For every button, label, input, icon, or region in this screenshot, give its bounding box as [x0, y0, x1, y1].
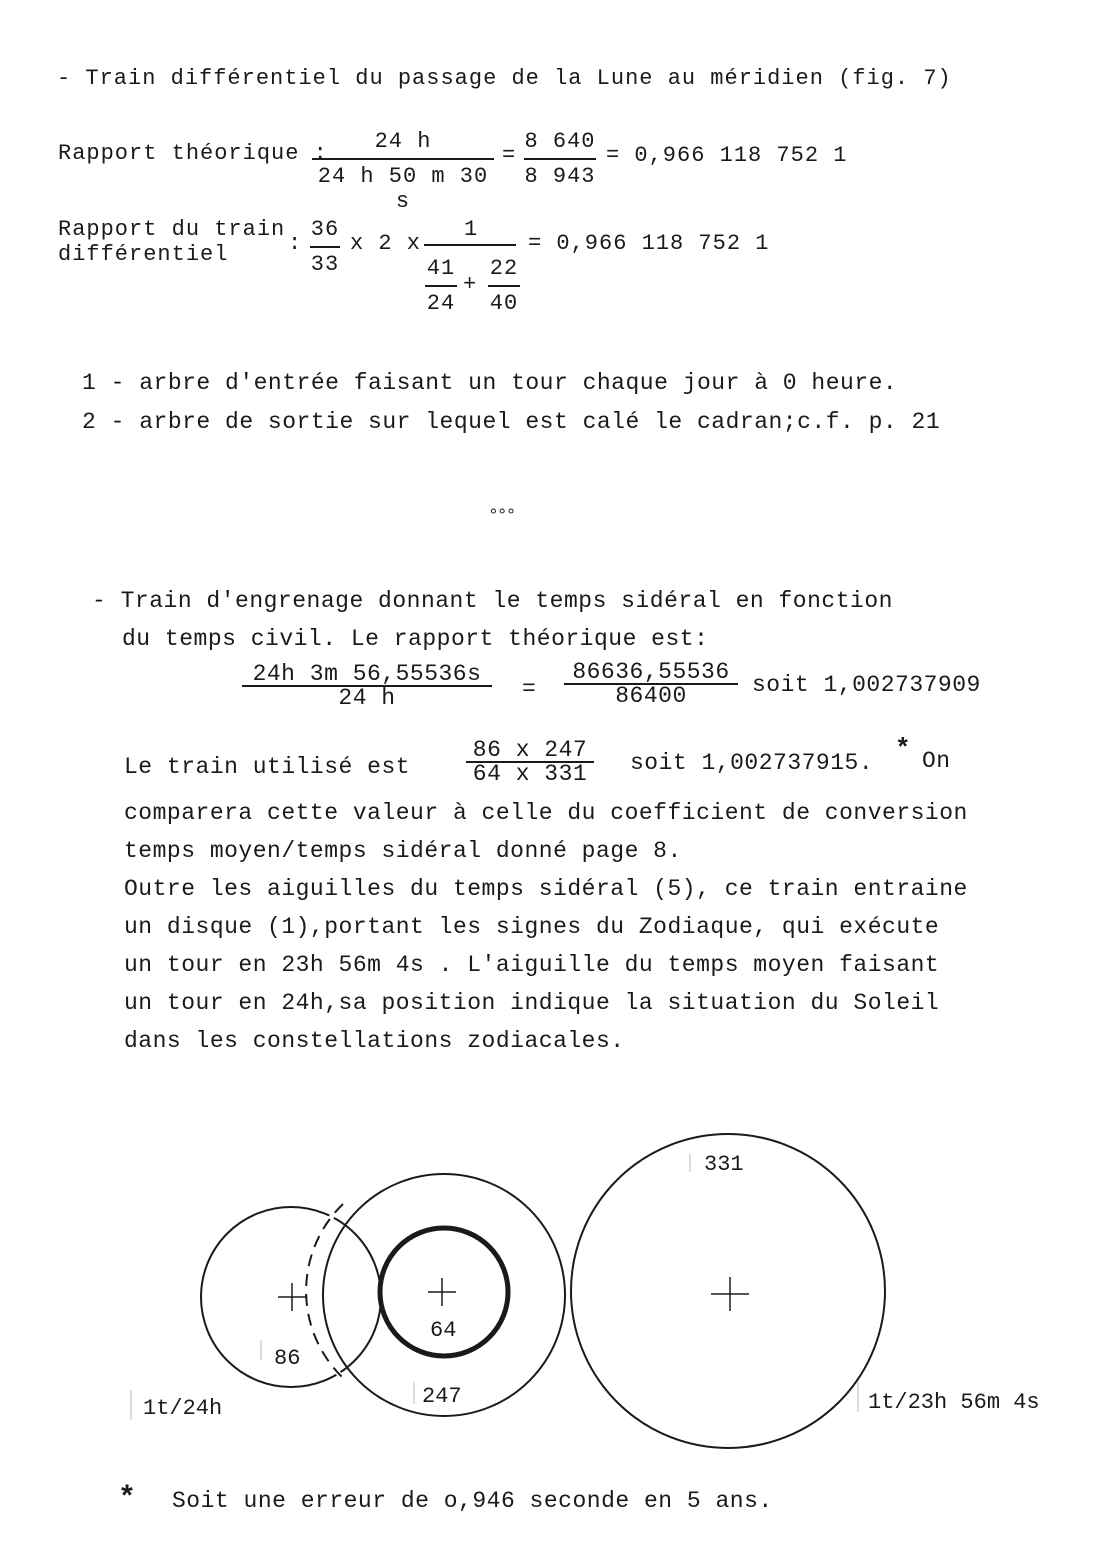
paragraph-line-1: comparera cette valeur à celle du coefficient de conversion [124, 800, 968, 826]
differential-colon: : [288, 231, 303, 256]
theoretical-fraction-2 [524, 129, 596, 189]
paragraph-line-3: Outre les aiguilles du temps sidéral (5), ce train entraine [124, 876, 968, 902]
section2-heading-line1: - Train d'engrenage donnant le temps sidéral en fonction [92, 588, 893, 614]
section1-heading: - Train différentiel du passage de la Lune au méridien (fig. 7) [57, 66, 952, 91]
theoretical-label: Rapport théorique : [58, 141, 328, 166]
train-result: soit 1,002737915. [630, 750, 874, 776]
theoretical-num2: 8 640 [524, 129, 596, 154]
sidereal-fraction-1 [242, 661, 492, 711]
sidereal-den2: 86400 [615, 683, 687, 709]
differential-num1: 36 [310, 217, 340, 242]
right-rotation-label: 1t/23h 56m 4s [868, 1390, 1040, 1415]
asterisk-mark: * [895, 734, 911, 764]
theoretical-equals: = [502, 143, 517, 168]
sidereal-num1: 24h 3m 56,55536s [252, 661, 482, 687]
gear-331-label: 331 [704, 1152, 744, 1177]
differential-result: = 0,966 118 752 1 [528, 231, 770, 256]
paragraph-line-5: un tour en 23h 56m 4s . L'aiguille du temps moyen faisant [124, 952, 940, 978]
fraction-bar [312, 158, 494, 160]
paragraph-line-2: temps moyen/temps sidéral donné page 8. [124, 838, 682, 864]
gear-247-label: 247 [422, 1384, 462, 1409]
fraction-bar [310, 246, 340, 248]
sidereal-equals: = [522, 676, 537, 702]
gear-64-label: 64 [430, 1318, 457, 1343]
gear-331-circle [571, 1134, 885, 1448]
fraction-bar [488, 285, 520, 287]
left-rotation-label: 1t/24h [143, 1396, 223, 1421]
theoretical-den2: 8 943 [524, 164, 596, 189]
theoretical-fraction-1 [312, 129, 494, 214]
center-cross-86 [278, 1283, 306, 1311]
train-den: 64 x 331 [472, 761, 588, 787]
paragraph-line-6: un tour en 24h,sa position indique la situation du Soleil [124, 990, 940, 1016]
differential-big-bar [424, 244, 516, 246]
sidereal-result: soit 1,002737909 [752, 672, 981, 698]
footnote-asterisk: * [118, 1482, 137, 1516]
fraction-bar [425, 285, 457, 287]
separator-dots: °°° [488, 507, 515, 527]
train-suffix: On [922, 748, 951, 774]
differential-label-line2: différentiel [58, 242, 229, 267]
theoretical-num1: 24 h [374, 129, 432, 154]
train-prefix: Le train utilisé est [124, 754, 411, 780]
differential-num-big: 1 [464, 217, 479, 242]
differential-inner-num2: 22 [489, 256, 519, 281]
differential-plus: + [463, 272, 478, 297]
train-num: 86 x 247 [472, 737, 588, 763]
differential-inner-den1: 24 [426, 291, 456, 316]
differential-mult: x 2 x [350, 231, 422, 256]
theoretical-den1: 24 h 50 m 30 s [317, 164, 489, 214]
section2-heading-line2: du temps civil. Le rapport théorique est: [122, 626, 709, 652]
differential-inner-num1: 41 [426, 256, 456, 281]
differential-den1: 33 [310, 252, 340, 277]
fraction-bar [524, 158, 596, 160]
gear-86-label: 86 [274, 1346, 301, 1371]
differential-inner-fraction-2 [488, 256, 520, 316]
differential-fraction-36-33 [310, 217, 340, 277]
center-cross-331 [711, 1277, 749, 1311]
note-1: 1 - arbre d'entrée faisant un tour chaque jour à 0 heure. [82, 370, 898, 396]
differential-inner-fraction-1 [425, 256, 457, 316]
sidereal-fraction-2 [564, 659, 738, 709]
note-2: 2 - arbre de sortie sur lequel est calé le cadran;c.f. p. 21 [82, 409, 941, 435]
train-fraction [466, 737, 594, 787]
paragraph-line-7: dans les constellations zodiacales. [124, 1028, 625, 1054]
differential-inner-den2: 40 [489, 291, 519, 316]
gear-247-circle [323, 1174, 565, 1416]
differential-label-line1: Rapport du train [58, 217, 286, 242]
gear-diagram [0, 1120, 1106, 1460]
center-cross-64 [428, 1278, 456, 1306]
sidereal-num2: 86636,55536 [572, 659, 730, 685]
sidereal-den1: 24 h [338, 685, 396, 711]
theoretical-result: = 0,966 118 752 1 [606, 143, 848, 168]
label-tick-marks [131, 1154, 858, 1420]
paragraph-line-4: un disque (1),portant les signes du Zodiaque, qui exécute [124, 914, 940, 940]
footnote-text: Soit une erreur de o,946 seconde en 5 ans. [172, 1488, 773, 1514]
